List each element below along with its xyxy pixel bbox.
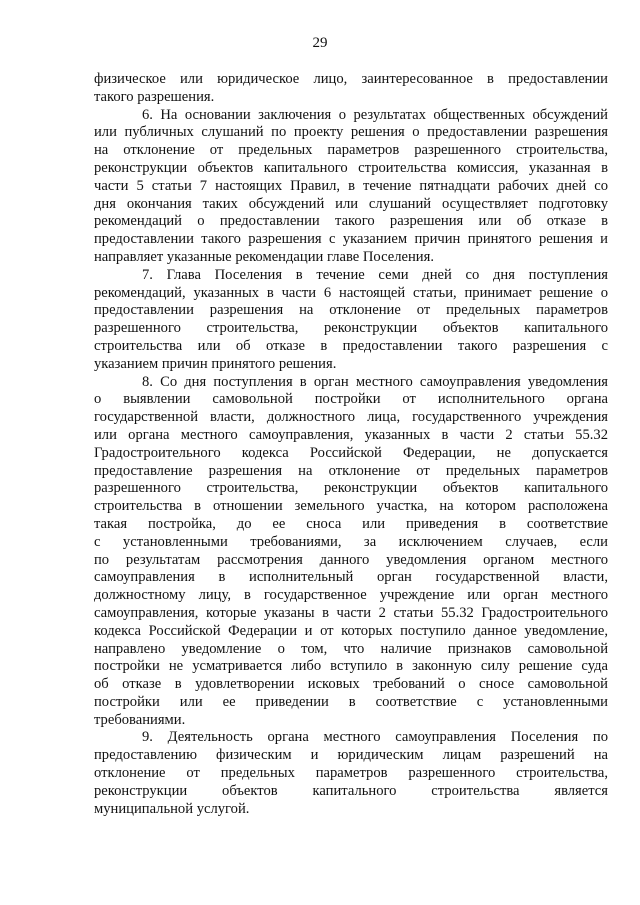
text-line: такого разрешения. xyxy=(94,88,215,105)
text-line: такая постройка, до ее сноса или приведения в соответствие xyxy=(94,515,608,532)
text-line: об отказе в удовлетворении исковых требований о сносе самовольной xyxy=(94,676,608,693)
text-line: Градостроительного кодекса Российской Федерации, не допускается xyxy=(94,444,608,461)
paragraph-7 xyxy=(94,267,608,374)
text-line: самоуправления, которые указаны в части 2 статьи 55.32 Градостроительного xyxy=(94,604,608,621)
text-line: дня окончания таких обсуждений или слушаний осуществляет подготовку xyxy=(94,195,608,212)
text-line: постройки не усматривается либо вступило в законную силу решение суда xyxy=(94,658,608,675)
text-line: предоставлении разрешения на отклонение от предельных параметров xyxy=(94,302,608,319)
text-line: разрешенного строительства, реконструкции объектов капитального xyxy=(94,320,608,337)
text-line: реконструкции объектов капитального строительства является xyxy=(94,782,608,799)
text-line: направлено уведомление о том, что наличие признаков самовольной xyxy=(94,640,608,657)
text-line: по результатам рассмотрения данного уведомления органом местного xyxy=(94,551,608,568)
text-line: рекомендаций о предоставлении такого разрешения или об отказе в xyxy=(94,213,608,230)
text-line: требованиями. xyxy=(94,711,186,728)
text-line: отклонение от предельных параметров разрешенного строительства, xyxy=(94,765,608,782)
text-line: или органа местного самоуправления, указанных в части 2 статьи 55.32 xyxy=(94,426,608,443)
text-line: предоставление разрешения на отклонение от предельных параметров xyxy=(94,462,608,479)
text-line: государственной власти, должностного лица, государственного учреждения xyxy=(94,409,608,426)
text-line: физическое или юридическое лицо, заинтересованное в предоставлении xyxy=(94,71,608,87)
text-line: о выявлении самовольной постройки от исполнительного органа xyxy=(94,391,608,408)
text-line: 9. Деятельность органа местного самоуправления Поселения по xyxy=(142,729,608,746)
text-line: строительства в отношении земельного участка, на котором расположена xyxy=(94,498,608,515)
paragraph-continuation xyxy=(94,71,608,107)
text-line: с установленными требованиями, за исключением случаев, если xyxy=(94,533,608,550)
text-line: кодекса Российской Федерации и от которых поступило данное уведомление, xyxy=(94,622,608,639)
text-line: 8. Со дня поступления в орган местного самоуправления уведомления xyxy=(142,373,608,390)
text-line: указанием причин принятого решения. xyxy=(94,355,337,372)
text-line: должностному лицу, в государственное учреждение или орган местного xyxy=(94,587,608,604)
text-line: постройки или ее приведении в соответствие с установленными xyxy=(94,693,608,710)
text-line: предоставлению физическим и юридическим лицам разрешений на xyxy=(94,747,608,764)
text-line: на отклонение от предельных параметров разрешенного строительства, xyxy=(94,142,608,159)
text-line: строительства или об отказе в предоставлении такого разрешения с xyxy=(94,337,608,354)
text-line: самоуправления в исполнительный орган государственной власти, xyxy=(94,569,608,586)
text-line: 7. Глава Поселения в течение семи дней со дня поступления xyxy=(142,266,608,283)
text-line: рекомендаций, указанных в части 6 настоящей статьи, принимает решение о xyxy=(94,284,608,301)
text-line: предоставлении такого разрешения с указанием причин принятого решения и xyxy=(94,231,608,248)
document-body xyxy=(94,71,608,818)
text-line: или публичных слушаний по проекту решения о предоставлении разрешения xyxy=(94,124,608,141)
text-line: части 5 статьи 7 настоящих Правил, в течение пятнадцати рабочих дней со xyxy=(94,177,608,194)
text-line: реконструкции объектов капитального строительства комиссия, указанная в xyxy=(94,159,608,176)
paragraph-6 xyxy=(94,107,608,267)
paragraph-8 xyxy=(94,374,608,730)
paragraph-9 xyxy=(94,729,608,818)
page-number: 29 xyxy=(312,35,328,51)
text-line: 6. На основании заключения о результатах общественных обсуждений xyxy=(142,106,608,123)
text-line: направляет указанные рекомендации главе Поселения. xyxy=(94,248,434,265)
text-line: разрешенного строительства, реконструкции объектов капитального xyxy=(94,480,608,497)
text-line: муниципальной услугой. xyxy=(94,800,250,817)
